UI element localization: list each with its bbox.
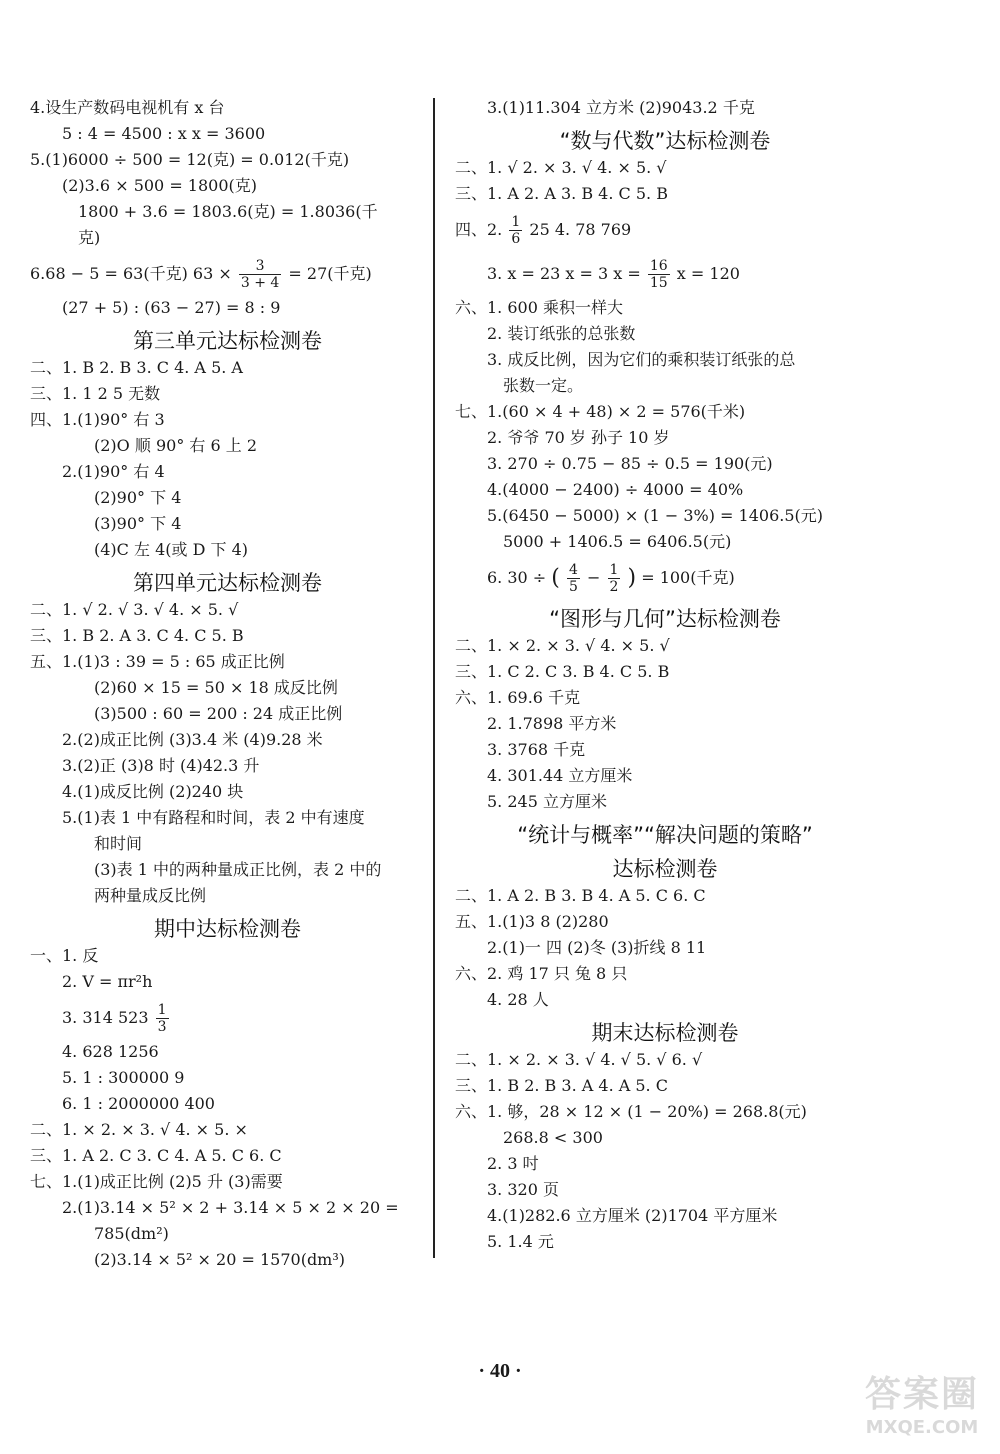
answer-line: (2)O 顺 90° 右 6 上 2 bbox=[94, 436, 258, 455]
fraction-numerator: 1 bbox=[609, 562, 619, 578]
answer-line: 三、1. B 2. A 3. C 4. C 5. B bbox=[30, 626, 244, 645]
answer-line: 2. 爷爷 70 岁 孙子 10 岁 bbox=[487, 428, 670, 447]
fraction bbox=[156, 1002, 169, 1035]
answer-line: 3. 320 页 bbox=[487, 1180, 559, 1199]
section-heading-statistics-sub: 达标检测卷 bbox=[612, 857, 718, 881]
answer-line: 四、1.(1)90° 右 3 bbox=[30, 410, 165, 429]
answer-line: 1800 + 3.6 = 1803.6(克) = 1.8036(千 bbox=[78, 202, 378, 221]
answer-line: (2)60 × 15 = 50 × 18 成反比例 bbox=[94, 678, 338, 697]
answer-line: (3)500 : 60 = 200 : 24 成正比例 bbox=[94, 704, 343, 723]
eq630-left: 6. 30 ÷ bbox=[487, 568, 547, 587]
answer-line: 五、1.(1)3 8 (2)280 bbox=[455, 912, 609, 931]
fraction-denominator: 3 + 4 bbox=[240, 275, 280, 291]
watermark-domain: MXQE.COM bbox=[865, 1417, 979, 1438]
answer-line: (3)表 1 中的两种量成正比例，表 2 中的 bbox=[94, 860, 382, 879]
answer-line: (4)C 左 4(或 D 下 4) bbox=[94, 540, 249, 559]
section-heading-unit3: 第三单元达标检测卷 bbox=[133, 329, 322, 353]
answer-line: 二、1. √ 2. × 3. √ 4. × 5. √ bbox=[455, 158, 667, 177]
left-column bbox=[30, 98, 425, 1276]
answer-line: (2)90° 下 4 bbox=[94, 488, 182, 507]
answer-line: 4. 628 1256 bbox=[62, 1042, 159, 1061]
answer-line: 六、1. 600 乘积一样大 bbox=[455, 298, 623, 317]
left-block-midterm-b bbox=[30, 1042, 425, 1276]
left-block-unit3 bbox=[30, 358, 425, 566]
answer-line: 三、1. 1 2 5 无数 bbox=[30, 384, 161, 403]
section-heading-statistics: “统计与概率”“解决问题的策略” bbox=[517, 823, 813, 847]
eq-si-left: 四、2. bbox=[455, 220, 503, 239]
equation-line-si bbox=[455, 210, 875, 254]
equation-line-6 bbox=[30, 254, 425, 298]
answer-line: 七、1.(1)成正比例 (2)5 升 (3)需要 bbox=[30, 1172, 283, 1191]
answer-line: 268.8 < 300 bbox=[503, 1128, 603, 1147]
right-block-geometry bbox=[455, 636, 875, 818]
eq-si-right: 25 4. 78 769 bbox=[529, 220, 632, 239]
answer-line: 5. 245 立方厘米 bbox=[487, 792, 607, 811]
eq-x-right: x = 120 bbox=[676, 264, 740, 283]
answer-line: (2)3.6 × 500 = 1800(克) bbox=[62, 176, 258, 195]
answer-line: 4.(1)282.6 立方厘米 (2)1704 平方厘米 bbox=[487, 1206, 778, 1225]
right-column bbox=[455, 98, 875, 1258]
paren-open: ( bbox=[551, 565, 560, 591]
right-block-final bbox=[455, 1050, 875, 1258]
answer-line: 4. 28 人 bbox=[487, 990, 549, 1009]
answer-line: (3)90° 下 4 bbox=[94, 514, 182, 533]
answer-line: 2.(1)3.14 × 5² × 2 + 3.14 × 5 × 2 × 20 = bbox=[62, 1198, 399, 1217]
answer-line: (27 + 5) : (63 − 27) = 8 : 9 bbox=[62, 298, 281, 317]
answer-line: 5.(6450 − 5000) × (1 − 3%) = 1406.5(元) bbox=[487, 506, 824, 525]
watermark-logo bbox=[862, 1366, 982, 1446]
right-block-number-algebra bbox=[455, 158, 875, 210]
answer-line: 2. 1.7898 平方米 bbox=[487, 714, 617, 733]
left-block-unit4 bbox=[30, 600, 425, 912]
eq6-left: 6.68 − 5 = 63(千克) 63 × bbox=[30, 264, 232, 283]
section-heading-unit4: 第四单元达标检测卷 bbox=[133, 571, 322, 595]
answer-line: 2. V = πr²h bbox=[62, 972, 153, 991]
equation-line-x bbox=[455, 254, 875, 298]
answer-line: 5.(1)表 1 中有路程和时间，表 2 中有速度 bbox=[62, 808, 365, 827]
answer-line: 和时间 bbox=[94, 834, 143, 853]
answer-line: 二、1. B 2. B 3. C 4. A 5. A bbox=[30, 358, 243, 377]
watermark-text: 答案圈 bbox=[864, 1374, 979, 1415]
answer-line: 三、1. C 2. C 3. B 4. C 5. B bbox=[455, 662, 670, 681]
answer-line: 3.(2)正 (3)8 时 (4)42.3 升 bbox=[62, 756, 260, 775]
section-heading-final: 期末达标检测卷 bbox=[591, 1021, 739, 1045]
fraction-numerator: 1 bbox=[157, 1002, 167, 1018]
fraction bbox=[239, 258, 281, 291]
answer-line: 二、1. × 2. × 3. √ 4. × 5. × bbox=[30, 1120, 248, 1139]
answer-line: 3. 成反比例，因为它们的乘积装订纸张的总 bbox=[487, 350, 796, 369]
left-block-midterm-a bbox=[30, 946, 425, 998]
answer-line: 4.(1)成反比例 (2)240 块 bbox=[62, 782, 244, 801]
fraction bbox=[567, 562, 580, 595]
fraction-numerator: 1 bbox=[511, 214, 521, 230]
answer-line: 一、1. 反 bbox=[30, 946, 99, 965]
fraction-numerator: 3 bbox=[239, 258, 281, 275]
answer-line: 六、1. 够，28 × 12 × (1 − 20%) = 268.8(元) bbox=[455, 1102, 807, 1121]
answer-line: 5000 + 1406.5 = 6406.5(元) bbox=[503, 532, 732, 551]
answer-line: 3. 3768 千克 bbox=[487, 740, 586, 759]
eq-x-left: 3. x = 23 x = 3 x = bbox=[487, 264, 641, 283]
answer-line: 4.设生产数码电视机有 x 台 bbox=[30, 98, 225, 117]
answer-line: 五、1.(1)3 : 39 = 5 : 65 成正比例 bbox=[30, 652, 285, 671]
answer-line: 785(dm²) bbox=[94, 1224, 169, 1243]
answer-line: 张数一定。 bbox=[503, 376, 584, 395]
eq6-right: = 27(千克) bbox=[288, 264, 372, 283]
answer-line: 4. 301.44 立方厘米 bbox=[487, 766, 633, 785]
answer-line: 5.(1)6000 ÷ 500 = 12(克) = 0.012(千克) bbox=[30, 150, 350, 169]
right-block-statistics bbox=[455, 886, 875, 1016]
answer-line: 2. 3 吋 bbox=[487, 1154, 539, 1173]
answer-line: 两种量成反比例 bbox=[94, 886, 207, 905]
answer-line: 3. 270 ÷ 0.75 − 85 ÷ 0.5 = 190(元) bbox=[487, 454, 773, 473]
fraction-denominator: 15 bbox=[649, 275, 668, 291]
fraction-denominator: 6 bbox=[511, 231, 521, 247]
fraction-numerator: 4 bbox=[568, 562, 578, 578]
answer-line: 6. 1 : 2000000 400 bbox=[62, 1094, 215, 1113]
answer-line: 2. 装订纸张的总张数 bbox=[487, 324, 636, 343]
equation-line-3 bbox=[30, 998, 425, 1042]
answer-line: 六、2. 鸡 17 只 兔 8 只 bbox=[455, 964, 628, 983]
answer-line: (2)3.14 × 5² × 20 = 1570(dm³) bbox=[94, 1250, 346, 1269]
answer-line: 2.(2)成正比例 (3)3.4 米 (4)9.28 米 bbox=[62, 730, 323, 749]
answer-line: 5 : 4 = 4500 : x x = 3600 bbox=[62, 124, 266, 143]
paren-close: ) bbox=[627, 565, 637, 591]
section-heading-geometry: “图形与几何”达标检测卷 bbox=[549, 607, 781, 631]
answer-line: 5. 1 : 300000 9 bbox=[62, 1068, 185, 1087]
answer-line: 三、1. A 2. A 3. B 4. C 5. B bbox=[455, 184, 668, 203]
fraction-denominator: 5 bbox=[568, 579, 578, 595]
fraction-denominator: 2 bbox=[609, 579, 619, 595]
answer-line: 二、1. √ 2. √ 3. √ 4. × 5. √ bbox=[30, 600, 239, 619]
answer-line: 3.(1)11.304 立方米 (2)9043.2 千克 bbox=[487, 98, 755, 117]
section-heading-number-algebra: “数与代数”达标检测卷 bbox=[559, 129, 771, 153]
fraction-denominator: 3 bbox=[157, 1019, 167, 1035]
fraction bbox=[648, 258, 670, 291]
section-heading-midterm: 期中达标检测卷 bbox=[154, 917, 301, 941]
answer-line: 三、1. A 2. C 3. C 4. A 5. C 6. C bbox=[30, 1146, 282, 1165]
answer-line: 2.(1)90° 右 4 bbox=[62, 462, 165, 481]
minus-sign: − bbox=[587, 568, 601, 587]
equation-line-630 bbox=[455, 558, 875, 602]
answer-line: 5. 1.4 元 bbox=[487, 1232, 554, 1251]
answer-line: 六、1. 69.6 千克 bbox=[455, 688, 581, 707]
answer-line: 七、1.(60 × 4 + 48) × 2 = 576(千米) bbox=[455, 402, 746, 421]
answer-line: 三、1. B 2. B 3. A 4. A 5. C bbox=[455, 1076, 668, 1095]
left-block-unit2-tail bbox=[30, 98, 425, 254]
answer-line: 二、1. × 2. × 3. √ 4. √ 5. √ 6. √ bbox=[455, 1050, 703, 1069]
fraction-numerator: 16 bbox=[649, 258, 668, 274]
fraction bbox=[608, 562, 621, 595]
fraction bbox=[509, 214, 522, 247]
answer-line: 2.(1)一 四 (2)冬 (3)折线 8 11 bbox=[487, 938, 707, 957]
answer-line: 二、1. A 2. B 3. B 4. A 5. C 6. C bbox=[455, 886, 706, 905]
eq3-left: 3. 314 523 bbox=[62, 1008, 149, 1027]
answer-line: 克) bbox=[78, 228, 101, 247]
right-block-number-algebra-2 bbox=[455, 298, 875, 558]
page-number: · 40 · bbox=[478, 1360, 522, 1382]
column-divider bbox=[433, 98, 435, 1258]
eq630-right: = 100(千克) bbox=[641, 568, 735, 587]
answer-line: 二、1. × 2. × 3. √ 4. × 5. √ bbox=[455, 636, 670, 655]
answer-line: 4.(4000 − 2400) ÷ 4000 = 40% bbox=[487, 480, 744, 499]
